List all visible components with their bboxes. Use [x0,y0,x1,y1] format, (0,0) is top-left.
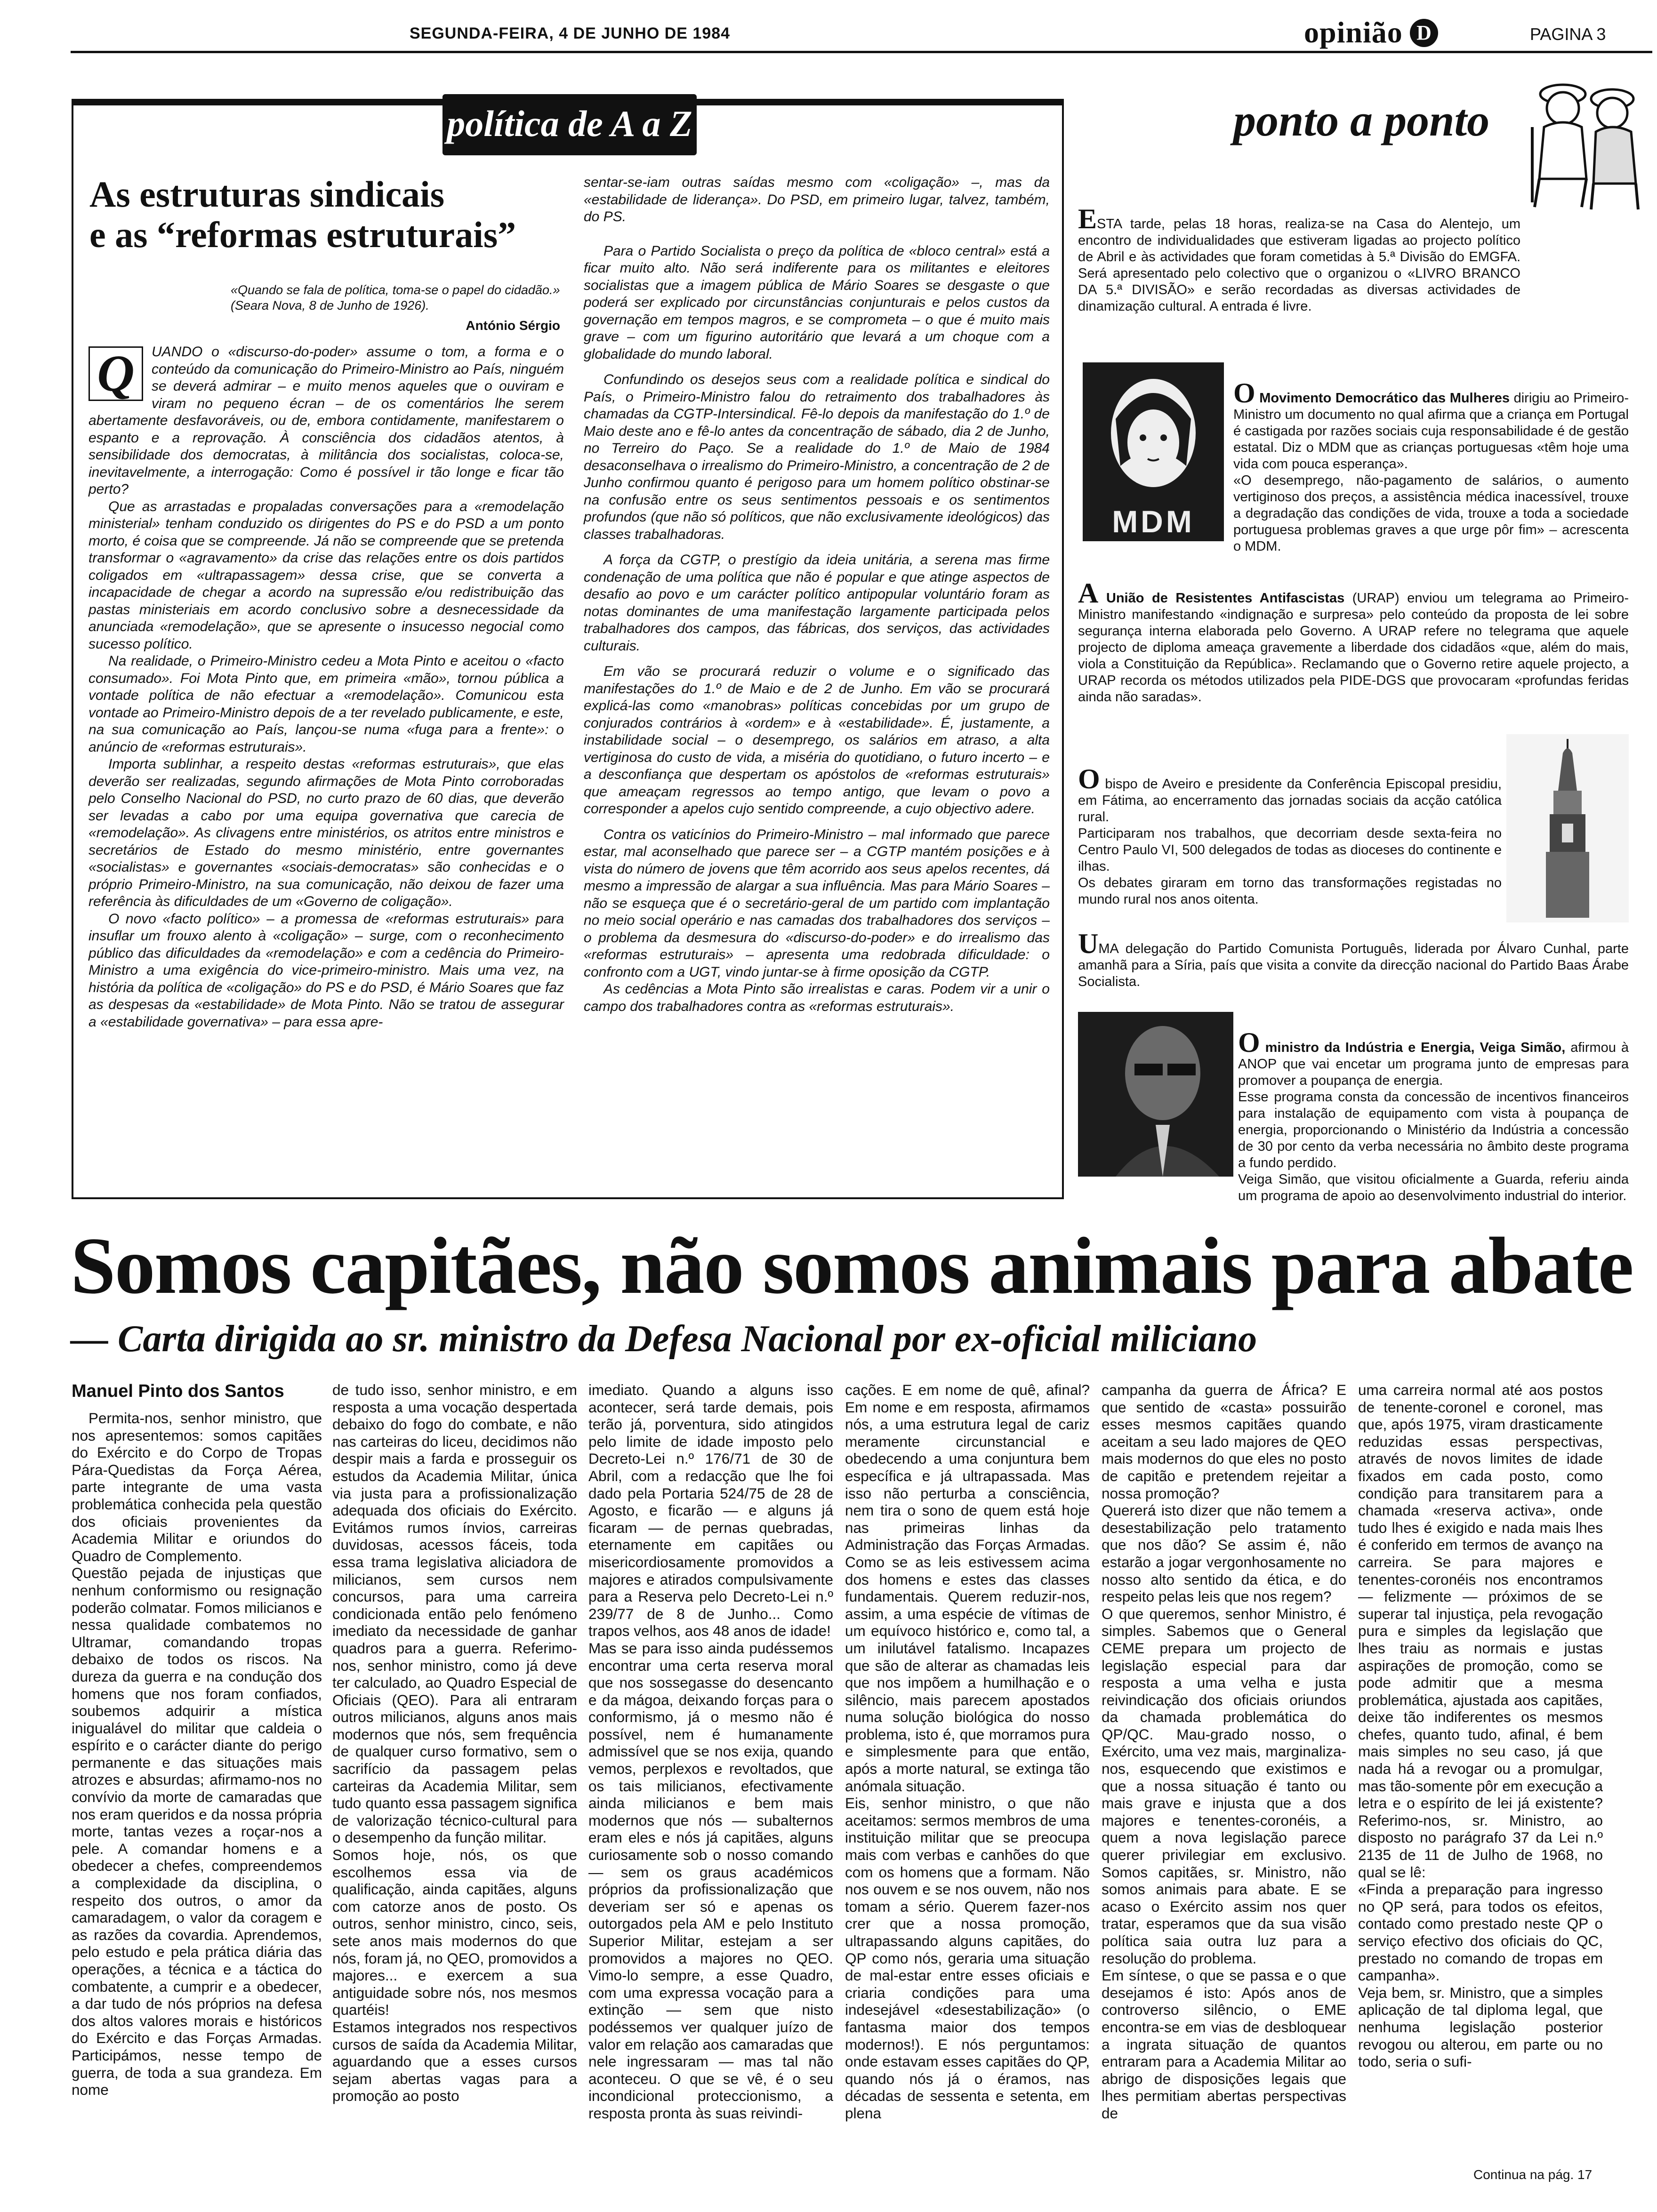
politica-column-2 [584,174,1050,1015]
brief-bold-lead: União de Resistentes Antifascistas [1098,591,1345,606]
illustration-two-soldiers-icon [1525,61,1648,212]
brief-veiga-simao [1238,1017,1629,1204]
politica-paragraph: Importa sublinhar, a respeito destas «reformas estruturais», que elas deverão ser realizadas, segundo afirmações de Mota Pinto corroboradas pelo Conselho Nacional do PSD, no curto prazo de 60 dias, que deverão ser levadas a cabo por uma equipa governativa que carecia de «remodelação». As clivagens entre ministérios, os atritos entre ministros e secretários de Estado do mesmo ministério, entre governantes «socialistas» e governantes «sociais-democratas» são conhecidas e o próprio Primeiro-Ministro, na sua comunicação, não deixou de fazer uma referência às dificuldades de um «Governo de coligação». [88,756,564,909]
brief-5a-divisao [1078,203,1520,315]
brief-initial: E [1078,203,1097,234]
continued-note: Continua na pág. 17 [1473,2167,1593,2182]
fatima-tower-image [1506,734,1629,922]
brief-initial: O [1238,1027,1260,1058]
carta-column-3: imediato. Quando a alguns isso acontecer, será tarde demais, pois terão já, porventura, sido atingidos pelo limite de idade imposto pelo Decreto-Lei n.º 176/71 de 30 de Abril, com a redacção que lhe foi dado pela Portaria 524/75 de 28 de Agosto, e ficarão — e alguns já ficaram — de pernas quebradas, eternamente em capitães ou misericordiosamente promovidos a majores e atirados compulsivamente para a Reserva pelo Decreto-Lei n.º 239/77 de 8 de Junho... Como trapos velhos, aos 48 anos de idade! Mas se para isso ainda pudéssemos encontrar uma certa reserva moral que nos sossegasse do desencanto e da mágoa, deixando forças para o conformismo, já o mesmo não é possível, nem é humanamente admissível que se nos exija, quando vemos, perplexos e revoltados, que os tais milicianos, efectivamente ainda milicianos e bem mais modernos que nós — subalternos eram eles e nós já capitães, alguns curiosamente sob o nosso comando — sem os graus académicos próprios da profissionalização que deveriam ser só e apenas os outorgados pela AM e pelo Instituto Superior Militar, estejam a ser promovidos a majores no QEO. Vimo-lo sempre, a esse Quadro, com uma expressa vocação para a extinção — sem que nisto podéssemos ver qualquer juízo de valor em relação aos camaradas que nele ingressaram — mas tal não aconteceu. O que se vê, é o seu incondicional proteccionismo, a resposta pronta às suas reivindi- [588,1381,833,2122]
brief-initial: U [1078,928,1099,959]
brief-text: afirmou à ANOP que vai encetar um programa junto de empresas para promover a poupança de energia. Esse programa consta da concessão de incentivos financeiros para instalação de equipamento com vista à poupança de energia, proporcionando o Ministério da Indústria a concessão de 30 por cento da verba necessária no âmbito deste programa a fundo perdido. Veiga Simão, que visitou oficialmente a Guarda, referiu ainda um programa de apoio ao desenvolvimento industrial do interior. [1238,1040,1629,1203]
politica-title-line-1: As estruturas sindicais [89,174,445,215]
politica-epigraph-author: António Sérgio [466,318,560,333]
politica-paragraph: sentar-se-iam outras saídas mesmo com «coligação» –, mas da «estabilidade de liderança». Do PSD, em primeiro lugar, talvez, também, do PS. [584,175,1050,224]
politica-paragraph: Que as arrastadas e propaladas conversações para a «remodelação ministerial» tenham conduzido os dirigentes do PS e do PSD a um ponto morto, é coisa que se compreende. Já não se compreende que se pretenda transformar o «agravamento» da crise das relações entre os dois partidos coligados em «ultrapassagem» dessa crise, que se converta a incapacidade de chegar a acordo na supressão e/ou redistribuição das pastas ministeriais em acordo conclusivo sobre a desnecessidade da anunciada «remodelação», que se apresente o insucesso negocial como sucesso político. [88,498,564,652]
logo-emblem-icon: D [1410,19,1438,47]
carta-column-4: cações. E em nome de quê, afinal? Em nome e em resposta, afirmamos nós, a uma estrutura legal de cariz meramente circunstancial e obedecendo a uma conjuntura bem específica e já ultrapassada. Mas isso não perturba a consciência, nem tira o sono de quem está hoje nas primeiras linhas da Administração das Forças Armadas. Como se as leis estivessem acima dos homens e estes das classes fundamentais. Querem reduzir-nos, assim, a uma espécie de vítimas de um equívoco histórico e, como tal, a um inilutável fatalismo. Incapazes que são de alterar as chamadas leis que nos impõem a humilhação e o silêncio, mais parecem apostados numa solução biológica do nosso problema, isto é, que morramos pura e simplesmente para que então, após a morte natural, se extinga tão anómala situação. Eis, senhor ministro, o que não aceitamos: sermos membros de uma instituição militar que se preocupa mais com verbas e canhões do que com os homens que a formam. Não nos ouvem e se nos ouvem, não nos tomam a sério. Querem fazer-nos crer que a nossa promoção, ultrapassando alguns capitães, do QP como nós, geraria uma situação de mal-estar entre esses oficiais e criaria condições para uma indesejável «desestabilização» (o fantasma maior dos tempos modernos!). E nós perguntamos: onde estavam esses capitães do QP, quando nós já o éramos, nas décadas de sessenta e setenta, em plena [845,1381,1090,2122]
politica-column-1 [88,344,564,1031]
dropcap-letter: Q [88,346,143,401]
carta-column-5: campanha da guerra de África? E que sentido de «casta» possuirão esses mesmos capitães quando aceitam a seu lado majores de QEO mais modernos do que eles no posto de capitão e pretendem rejeitar a nossa promoção? Quererá isto dizer que não temem a desestabilização pelo tratamento que nos dão? Se assim é, não estarão a jogar vergonhosamente no nosso alto sentido da ética, e do respeito pelas leis que nos regem? O que queremos, senhor Ministro, é simples. Sabemos que o General CEME prepara um projecto de legislação especial para dar resposta a uma velha e justa reivindicação dos oficiais oriundos da chamada problemática do QP/QC. Mau-grado nosso, o Exército, uma vez mais, marginaliza-nos, esquecendo que existimos e que a nossa situação é tanto ou mais grave e injusta que a dos majores e tenentes-coronéis, a quem a nova legislação parece querer privilegiar em exclusivo. Somos capitães, sr. Ministro, não somos animais para abate. E se acaso o Exército assim nos quer tratar, esperamos que da sua visão política saia outra luz para a resolução do problema. Em síntese, o que se passa e o que desejamos é isto: Após anos de controverso silêncio, o EME encontra-se em vias de desbloquear a ingrata situação de quantos entraram para a Academia Militar ao abrigo de disposições legais que lhes permitiam abertas perspectivas de [1102,1381,1346,2122]
carta-column-2: de tudo isso, senhor ministro, e em resposta a uma vocação despertada debaixo do fogo do combate, e não nas carteiras do liceu, decidimos não despir mais a farda e prosseguir os estudos da Academia Militar, única via justa para a profissionalização adequada dos oficiais do Exército. Evitámos rumos ínvios, carreiras duvidosas, acessos fáceis, toda essa trama legislativa aliciadora de milicianos, sem cursos nem concursos, para uma carreira condicionada então pelo fenómeno imediato da necessidade de ganhar quadros para a guerra. Referimo-nos, senhor ministro, como já deve ter calculado, ao Quadro Especial de Oficiais (QEO). Para ali entraram outros milicianos, alguns anos mais modernos que nós, sem frequência de qualquer curso formativo, sem o sacrifício da passagem pelas carteiras da Academia Militar, sem tudo quanto essa passagem significa de valorização técnico-cultural para o desempenho da função militar. Somos hoje, nós, os que escolhemos essa via de qualificação, ainda capitães, alguns com catorze anos de posto. Os outros, senhor ministro, cinco, seis, sete anos mais modernos do que nós, foram já, no QEO, promovidos a majores... e exercem a sua antiguidade sobre nós, nos mesmos quartéis! Estamos integrados nos respectivos cursos de saída da Academia Militar, aguardando que a esses cursos sejam abertas vagas para a promoção ao posto [332,1381,577,2105]
brief-initial: O [1078,763,1100,794]
carta-subhead: — Carta dirigida ao sr. ministro da Defesa Nacional por ex-oficial miliciano [71,1318,1257,1360]
brief-pcp [1078,928,1629,990]
mdm-logo [1083,362,1224,541]
politica-paragraph: A força da CGTP, o prestígio da ideia unitária, a serena mas firme condenação de uma política que não é popular e que atinge aspectos de desafio ao povo e um carácter político antipopular voluntário foram as notas dominantes de uma manifestação largamente participada pelos trabalhadores dos campos, das fábricas, dos serviços, das actividades culturais. [584,552,1050,654]
politica-title-line-2: e as “reformas estruturais” [89,214,516,255]
brief-bold-lead: Movimento Democrático das Mulheres [1255,391,1510,406]
brief-text: MA delegação do Partido Comunista Português, liderada por Álvaro Cunhal, parte amanhã para a Síria, país que visita a convite da direcção nacional do Partido Baas Árabe Socialista. [1078,941,1629,989]
carta-headline: Somos capitães, não somos animais para abate [71,1221,1633,1311]
brief-urap [1078,577,1629,705]
politica-first-text: UANDO o «discurso-do-poder» assume o tom, a forma e o conteúdo da comunicação do Primeiro-Ministro ao País, ninguém se deverá admirar – e muito menos aqueles que o ouviram e viram no pequeno écran – de os comentários lhe serem abertamente desfavoráveis, ou de, embora contidamente, manifestarem o espanto e a reprovação. À consciência dos cidadãos atentos, à sensibilidade dos democratas, à militância dos socialistas, coloca-se, inevitavelmente, a interrogação: Como é possível ir tão longe e ficar tão perto? [88,344,564,497]
brief-text: STA tarde, pelas 18 horas, realiza-se na Casa do Alentejo, um encontro de individualidades que estiveram ligadas ao projecto político de Abril e às actividades que foram cometidas à 5.ª Divisão do EMGFA. Será apresentado pelo colectivo que o organizou o «LIVRO BRANCO DA 5.ª DIVISÃO» e serão recordadas as diversas actividades de dinamização cultural. A entrada é livre. [1078,216,1520,314]
politica-first-paragraph [88,344,564,498]
politica-banner [442,94,697,155]
politica-paragraph: Na realidade, o Primeiro-Ministro cedeu a Mota Pinto e aceitou o «facto consumado». Foi Mota Pinto que, em primeira «mão», tornou pública a vontade política de não efectuar a «remodelação». Comunicou esta vontade ao Primeiro-Ministro depois de a ter revelado publicamente, e este, na sua comunicação ao País, lançou-se numa «fuga para a frente»: o anúncio de «reformas estruturais». [88,653,564,755]
brief-initial: A [1078,577,1099,609]
brief-text: dirigiu ao Primeiro-Ministro um documento no qual afirma que a criança em Portugal é castigada por razões sociais cuja responsabilidade é de gestão estatal. Diz o MDM que as crianças portuguesas «têm hoje uma vida com pouca esperança». «O desemprego, não-pagamento de salários, o aumento vertiginoso dos preços, a assistência médica inacessível, trouxe a degradação das condições de vida, trouxe a toda a sociedade portuguesa problemas graves a que urge pôr fim» – acrescenta o MDM. [1233,391,1629,554]
brief-bold-lead: ministro da Indústria e Energia, Veiga Simão, [1260,1040,1566,1055]
mdm-logo-label: MDM [1112,504,1195,539]
brief-text: bispo de Aveiro e presidente da Conferência Episcopal presidiu, em Fátima, ao encerramento das jornadas sociais da acção católica rural. Participaram nos trabalhos, que decorriam desde sexta-feira no Centro Paulo VI, 500 delegados de todas as dioceses do continente e ilhas. Os debates giraram em torno das transformações registadas no mundo rural nos anos oitenta. [1078,777,1502,907]
veiga-simao-photo [1078,1012,1233,1177]
politica-paragraph: O novo «facto político» – a promessa de «reformas estruturais» para insuflar um frouxo alento à «coligação» – surge, com o reconhecimento público das dificuldades da «remodelação» e com a cedência do Primeiro-Ministro a uma exigência do vice-primeiro-ministro. Mais uma vez, na história da política de «coligação» do PS e do PSD, é Mário Soares que faz as despesas da «estabilidade» de Mota Pinto. Não se tratou de assegurar a «estabilidade governativa» – para essa apre- [88,911,564,1030]
brief-initial: O [1233,377,1255,409]
page-number: PAGINA 3 [1530,24,1606,44]
date-line: SEGUNDA-FEIRA, 4 DE JUNHO DE 1984 [410,24,731,42]
header-rule [71,51,1652,53]
ponto-a-ponto-title: ponto a ponto [1233,95,1490,145]
politica-paragraph: Em vão se procurará reduzir o volume e o significado das manifestações do 1.º de Maio e de 2 de Junho. Em vão se procurará explicá-las como «manobras» políticas concebidas por um grupo de conjurados contrários à «ordem» e à «estabilidade». É, justamente, a instabilidade social – o desemprego, os salários em atraso, a alta vertiginosa do custo de vida, a miséria do quotidiano, o futuro incerto – e a desconfiança que despertam os apóstolos de «reformas estruturais» que ameaçam regressos ao tempo antigo, que levam o povo a corresponder a apelos cujo sentido compreende, a cujo objectivo adere. [584,664,1050,817]
politica-paragraph: Confundindo os desejos seus com a realidade política e sindical do País, o Primeiro-Ministro falou do retraimento dos trabalhadores às chamadas da CGTP-Intersindical. Fê-lo depois da manifestação do 1.º de Maio deste ano e fê-lo antes da concentração de sábado, dia 2 de Junho, no Terreiro do Paço. Se a realidade do 1.º de Maio de 1984 desaconselhava o irrealismo do Primeiro-Ministro, a concentração de 2 de Junho confirmou quanto é perigoso para um homem político obstinar-se na confusão entre os seus sentimentos pessoais e os sentimentos profundos (que não só políticos, que não exclusivamente ideológicos) das classes trabalhadoras. [584,372,1050,542]
brief-mdm [1233,367,1629,555]
brief-text: (URAP) enviou um telegrama ao Primeiro-Ministro manifestando «indignação e surpresa» pelo conteúdo da proposta de lei sobre segurança interna elaborada pelo Governo. A URAP refere no telegrama que aquele projecto de diploma ameaça gravemente a liberdade dos cidadãos «que, além do mais, viola a Constituição da República». Reclamando que o Governo retire aquele projecto, a URAP recorda os métodos utilizados pela PIDE-DGS que provocaram «profundas feridas ainda não saradas». [1078,591,1629,705]
politica-title [89,174,560,255]
politica-banner-text: política de A a Z [447,103,692,144]
page-header [0,0,1657,52]
politica-paragraph: Para o Partido Socialista o preço da política de «bloco central» está a ficar muito alto. Não será indiferente para os militantes e eleitores socialistas que a imagem pública de Mário Soares se desgaste o que poderá ser explicado por circunstâncias conjunturais e pelos custos da governação em tempos magros, e se comprometa – o que é muito mais grave – com um figurino autoritário que levará a um choque com a globalidade do mundo laboral. [584,243,1050,362]
section-logo: opinião [1304,16,1403,49]
carta-byline: Manuel Pinto dos Santos [72,1381,284,1401]
carta-column-1: Permita-nos, senhor ministro, que nos apresentemos: somos capitães do Exército e do Corpo de Tropas Pára-Quedistas da Força Aérea, parte integrante de uma vasta problemática conhecida pela questão dos oficiais provenientes da Academia Militar e oriundos do Quadro de Complemento. Questão pejada de injustiças que nenhum conformismo ou resignação poderão colmatar. Fomos milicianos e nessa qualidade combatemos no Ultramar, comandando tropas debaixo de todos os riscos. Na dureza da guerra e na condução dos homens que nos foram confiados, soubemos adquirir a mística inigualável do militar que caldeia o espírito e o carácter diante do perigo permanente e das situações mais atrozes e absurdas; afirmamo-nos no convívio da morte de camaradas que nos eram queridos e da nossa própria morte, tantas vezes a roçar-nos a pele. A comandar homens e a obedecer a chefes, compreendemos a complexidade da disciplina, o respeito dos outros, o amor da camaradagem, o valor da coragem e as razões da covardia. Aprendemos, pelo estudo e pela prática diária das operações, a técnica e a táctica do combatente, a cumprir e a obedecer, a dar tudo de nós próprios na defesa dos altos valores morais e históricos do Exército e das Forças Armadas. Participámos, nesse tempo de guerra, de toda a sua grandeza. Em nome [72,1410,322,2099]
politica-paragraph: As cedências a Mota Pinto são irrealistas e caras. Podem vir a unir o campo dos trabalhadores contra as «reformas estruturais». [584,981,1050,1014]
carta-column-6: uma carreira normal até aos postos de tenente-coronel e coronel, mas que, após 1975, viram drasticamente reduzidas essas perspectivas, através de novos limites de idade fixados em cada posto, como condição para transitarem para a chamada «reserva activa», onde tudo lhes é exigido e nada mais lhes é conferido em termos de avanço na carreira. Se para majores e tenentes-coronéis nos encontramos — felizmente — próximos de se superar tal injustiça, pela revogação pura e simples da legislação que lhes traiu as normais e justas aspirações de promoção, como se pode admitir que a mesma problemática, ajustada aos capitães, deixe tão indiferentes os mesmos chefes, quanto tudo, afinal, é bem mais simples no seu caso, já que nada há a revogar ou a promulgar, mas tão-somente pôr em execução a letra e o espírito de lei já existente? Referimo-nos, sr. Ministro, ao disposto no parágrafo 37 da Lei n.º 2135 de 11 de Julho de 1968, no qual se lê: «Finda a preparação para ingresso no QP será, para todos os efeitos, contado como prestado neste QP o serviço efectivo dos oficiais do QC, prestado no comando de tropas em campanha». Veja bem, sr. Ministro, que a simples aplicação de tal diploma legal, que nenhuma legislação posterior revogou ou alterou, em parte ou no todo, seria o sufi- [1358,1381,1603,2070]
brief-fatima [1078,753,1502,908]
politica-paragraph: Contra os vaticínios do Primeiro-Ministro – mal informado que parece estar, mal aconselhado que parece ser – a CGTP mantém posições e à vista do número de jovens que têm acorrido aos seus apelos recentes, dá mesmo a impressão de alargar a sua influência. Mas para Mário Soares – não se esqueça que é o secretário-geral de um partido com implantação no meio social operário e nas camadas dos trabalhadores dos serviços – o problema da desmesura do «discurso-do-poder» e do irrealismo das «reformas estruturais» – apresenta uma redobrada dificuldade: o confronto com a UGT, vindo juntar-se à firme oposição da CGTP. [584,826,1050,980]
politica-epigraph: «Quando se fala de política, toma-se o papel do cidadão.» (Seara Nova, 8 de Junho de 1926). [231,283,560,313]
